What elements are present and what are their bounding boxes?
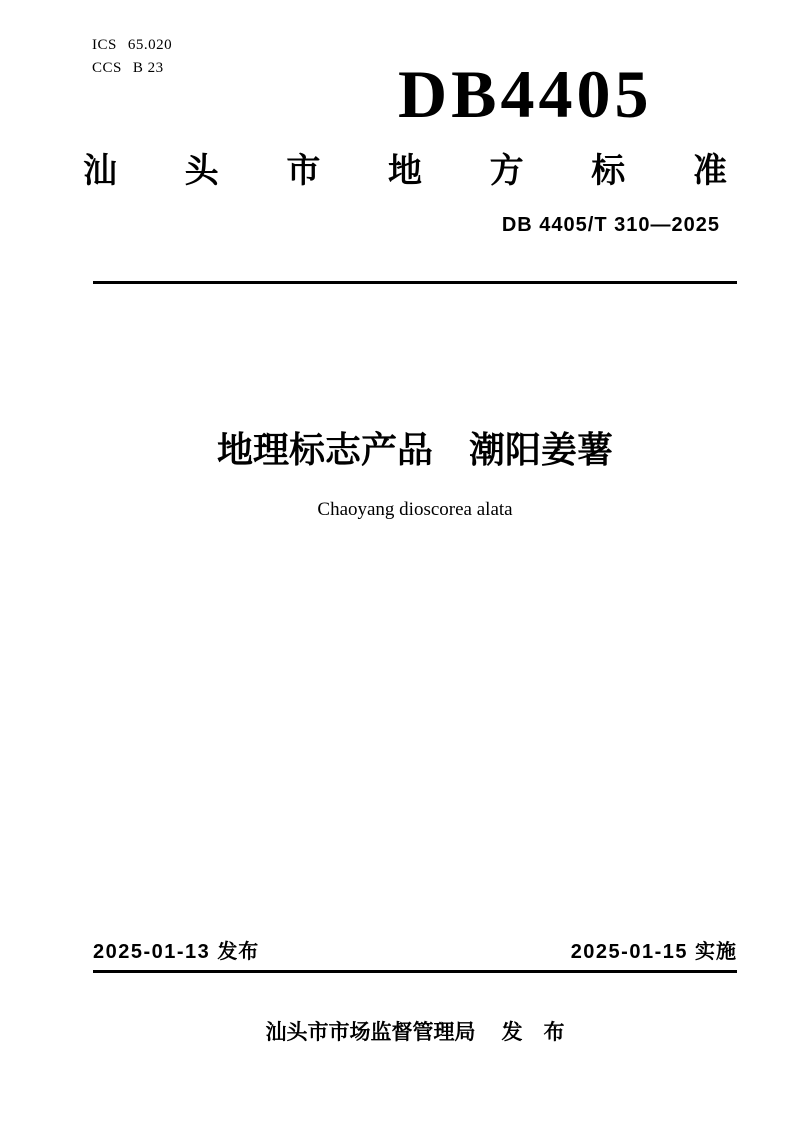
standard-type-char: 市 xyxy=(286,152,321,190)
implementation-date: 2025-01-15 xyxy=(570,941,688,963)
standard-logo: DB4405 xyxy=(398,56,653,132)
publisher-name: 汕头市市场监督管理局 xyxy=(265,1021,476,1044)
issue-date-label: 发布 xyxy=(217,941,260,963)
standard-type-char: 头 xyxy=(184,152,219,190)
standard-type-char: 地 xyxy=(387,152,422,190)
issue-date-block xyxy=(93,940,259,964)
ics-label: ICS xyxy=(92,37,117,53)
ccs-value: B 23 xyxy=(132,60,164,76)
ics-code-line xyxy=(92,34,172,57)
dates-row xyxy=(93,940,737,964)
standard-number: DB 4405/T 310—2025 xyxy=(501,214,720,236)
standard-type-char: 汕 xyxy=(83,152,117,190)
standard-type-char: 准 xyxy=(692,152,727,190)
publisher-line xyxy=(93,1020,737,1045)
implementation-date-label: 实施 xyxy=(695,941,737,963)
issue-date: 2025-01-13 xyxy=(93,941,211,963)
classification-codes xyxy=(92,34,172,80)
document-title: 地理标志产品 潮阳姜薯 xyxy=(216,429,613,470)
ics-value: 65.020 xyxy=(127,37,173,53)
footer-divider-rule xyxy=(93,970,737,973)
standard-type-char: 标 xyxy=(591,152,626,190)
standard-type-char: 方 xyxy=(489,152,524,190)
ccs-code-line xyxy=(92,57,172,80)
implementation-date-block xyxy=(571,940,737,964)
publish-label: 发 布 xyxy=(501,1021,565,1044)
standard-type-heading xyxy=(83,152,727,191)
ccs-label: CCS xyxy=(92,60,122,76)
document-subtitle-english: Chaoyang dioscorea alata xyxy=(317,499,513,520)
header-divider-rule xyxy=(93,281,737,284)
